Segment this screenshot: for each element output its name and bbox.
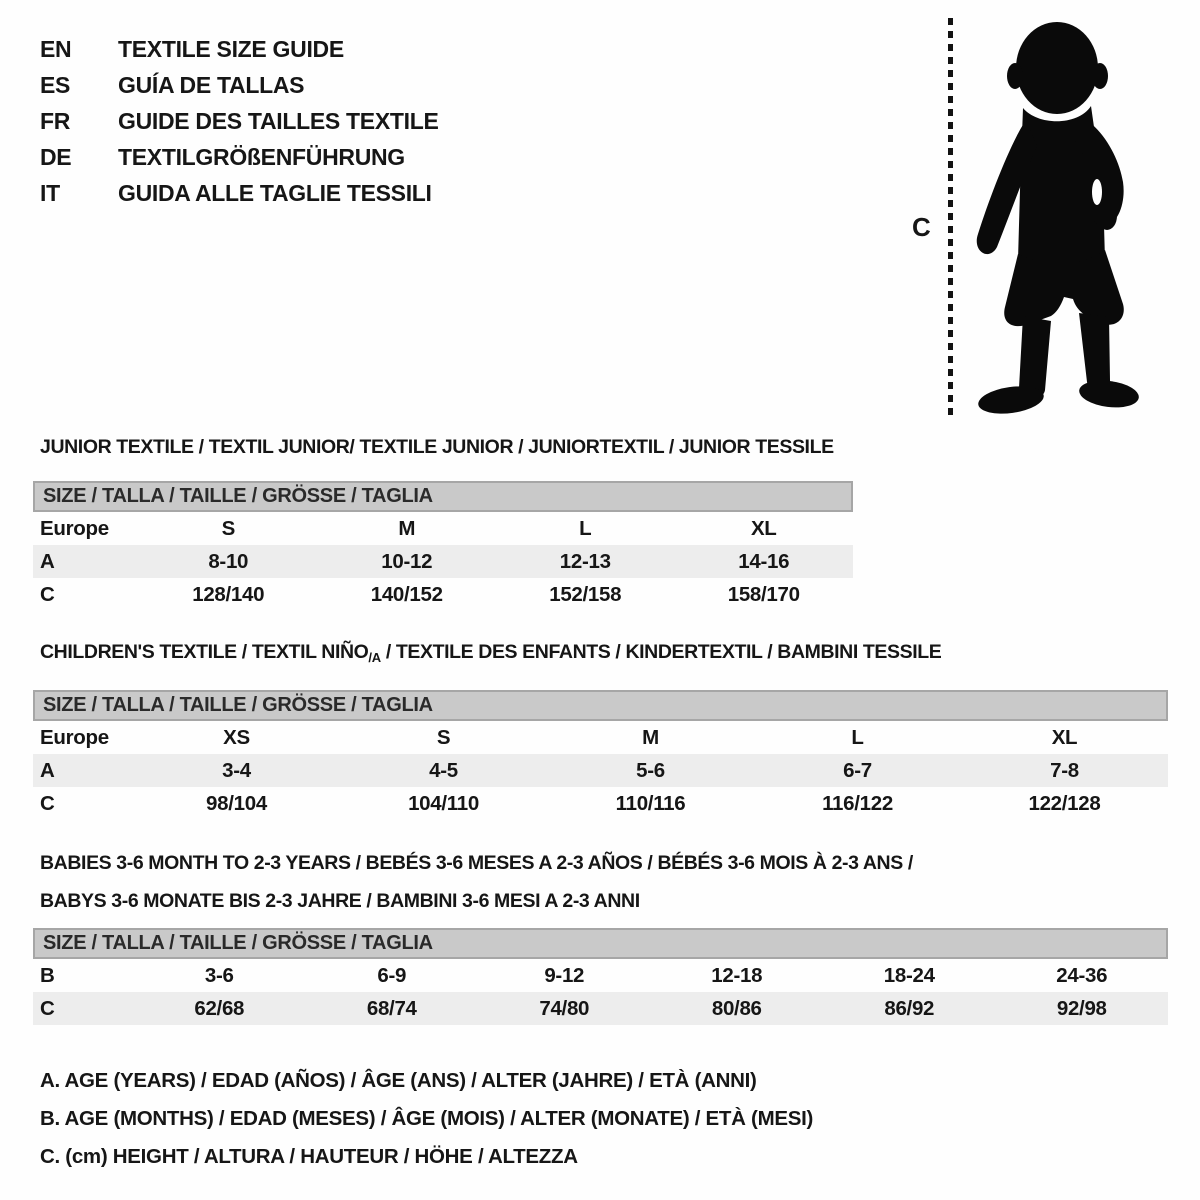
language-title-list <box>40 31 439 211</box>
table-cell: XS <box>223 725 250 749</box>
note-age-months: B. AGE (MONTHS) / EDAD (MESES) / ÂGE (MOIS) / ALTER (MONATE) / ETÀ (MESI) <box>40 1107 814 1130</box>
lang-row-it <box>40 175 439 211</box>
row-label: C <box>40 996 55 1020</box>
section-title-babies <box>40 844 913 920</box>
row-label: Europe <box>40 516 109 540</box>
lang-row-es <box>40 67 439 103</box>
table-cell: 3-6 <box>204 963 234 987</box>
table-header-bar: SIZE / TALLA / TAILLE / GRÖSSE / TAGLIA <box>33 928 1168 959</box>
table-cell: 98/104 <box>206 791 267 815</box>
guide-title-en: TEXTILE SIZE GUIDE <box>118 36 344 62</box>
row-label: A <box>40 758 55 782</box>
table-cell: 6-9 <box>377 963 407 987</box>
table-cell: 4-5 <box>429 758 458 782</box>
table-cell: 152/158 <box>549 582 622 606</box>
section-title-junior <box>40 436 834 459</box>
table-cell: 128/140 <box>192 582 265 606</box>
table-row <box>33 959 1168 992</box>
table-cell: 3-4 <box>222 758 251 782</box>
table-row <box>33 992 1168 1025</box>
table-cell: 10-12 <box>381 549 433 573</box>
table-cell: 92/98 <box>1056 996 1107 1020</box>
guide-title-fr: GUIDE DES TAILLES TEXTILE <box>118 108 439 134</box>
section-title-babies-line2: BABYS 3-6 MONATE BIS 2-3 JAHRE / BAMBINI 3-6 MESI A 2-3 ANNI <box>40 890 640 912</box>
note-height-cm: C. (cm) HEIGHT / ALTURA / HAUTEUR / HÖHE / ALTEZZA <box>40 1145 578 1168</box>
lang-code: EN <box>40 36 72 62</box>
lang-code: IT <box>40 180 60 206</box>
table-row <box>33 721 1168 754</box>
table-row <box>33 578 853 611</box>
section-title-children-post: / TEXTILE DES ENFANTS / KINDERTEXTIL / BAMBINI TESSILE <box>380 641 942 663</box>
row-label: A <box>40 549 55 573</box>
lang-code: ES <box>40 72 71 98</box>
table-cell: 74/80 <box>539 996 590 1020</box>
lang-code: DE <box>40 144 72 170</box>
section-title-babies-line1: BABIES 3-6 MONTH TO 2-3 YEARS / BEBÉS 3-6 MESES A 2-3 AÑOS / BÉBÉS 3-6 MOIS À 2-3 ANS / <box>40 852 913 874</box>
table-cell: 122/128 <box>1028 791 1101 815</box>
row-label: B <box>40 963 55 987</box>
section-title-children-sub: /A <box>368 650 381 665</box>
table-row <box>33 787 1168 820</box>
table-header-bar: SIZE / TALLA / TAILLE / GRÖSSE / TAGLIA <box>33 690 1168 721</box>
table-cell: 6-7 <box>843 758 872 782</box>
table-cell: 158/170 <box>727 582 800 606</box>
table-cell: 68/74 <box>366 996 417 1020</box>
table-cell: XL <box>1051 725 1078 749</box>
table-cell: 24-36 <box>1056 963 1108 987</box>
table-header-bar: SIZE / TALLA / TAILLE / GRÖSSE / TAGLIA <box>33 481 853 512</box>
lang-row-de <box>40 139 439 175</box>
guide-title-de: TEXTILGRÖßENFÜHRUNG <box>118 144 405 170</box>
height-measure-label: C <box>912 212 931 242</box>
table-cell: 12-18 <box>711 963 763 987</box>
table-cell: 18-24 <box>883 963 935 987</box>
guide-title-es: GUÍA DE TALLAS <box>118 72 305 98</box>
table-cell: 116/122 <box>822 791 893 815</box>
section-title-children <box>40 641 941 665</box>
table-cell: 8-10 <box>208 549 249 573</box>
table-cell: 62/68 <box>194 996 245 1020</box>
babies-size-table <box>33 928 1168 1025</box>
table-cell: 110/116 <box>615 791 686 815</box>
junior-size-table <box>33 481 853 611</box>
table-cell: S <box>436 725 451 749</box>
table-cell: 9-12 <box>544 963 585 987</box>
table-cell: 14-16 <box>738 549 790 573</box>
table-row <box>33 545 853 578</box>
table-cell: 86/92 <box>884 996 935 1020</box>
note-age-years: A. AGE (YEARS) / EDAD (AÑOS) / ÂGE (ANS) / ALTER (JAHRE) / ETÀ (ANNI) <box>40 1069 757 1092</box>
table-cell: S <box>221 516 235 540</box>
table-cell: 140/152 <box>370 582 443 606</box>
lang-row-fr <box>40 103 439 139</box>
height-dashed-line <box>948 18 953 416</box>
table-cell: M <box>642 725 659 749</box>
table-cell: 104/110 <box>408 791 479 815</box>
table-cell: 80/86 <box>711 996 762 1020</box>
section-title-children-pre: CHILDREN'S TEXTILE / TEXTIL NIÑO <box>40 641 369 663</box>
row-label: C <box>40 582 55 606</box>
guide-title-it: GUIDA ALLE TAGLIE TESSILI <box>118 180 432 206</box>
lang-code: FR <box>40 108 71 134</box>
children-size-table <box>33 690 1168 820</box>
table-cell: 5-6 <box>636 758 665 782</box>
table-cell: 7-8 <box>1050 758 1079 782</box>
section-title-junior-text: JUNIOR TEXTILE / TEXTIL JUNIOR/ TEXTILE JUNIOR / JUNIORTEXTIL / JUNIOR TESSILE <box>40 436 834 458</box>
table-cell: L <box>579 516 592 540</box>
row-label: C <box>40 791 55 815</box>
table-cell: L <box>851 725 864 749</box>
table-row <box>33 754 1168 787</box>
toddler-silhouette-icon <box>963 20 1145 418</box>
legend-notes <box>40 1062 813 1176</box>
table-row <box>33 512 853 545</box>
table-cell: M <box>398 516 416 540</box>
table-cell: XL <box>750 516 777 540</box>
lang-row-en <box>40 31 439 67</box>
table-cell: 12-13 <box>559 549 611 573</box>
row-label: Europe <box>40 725 109 749</box>
